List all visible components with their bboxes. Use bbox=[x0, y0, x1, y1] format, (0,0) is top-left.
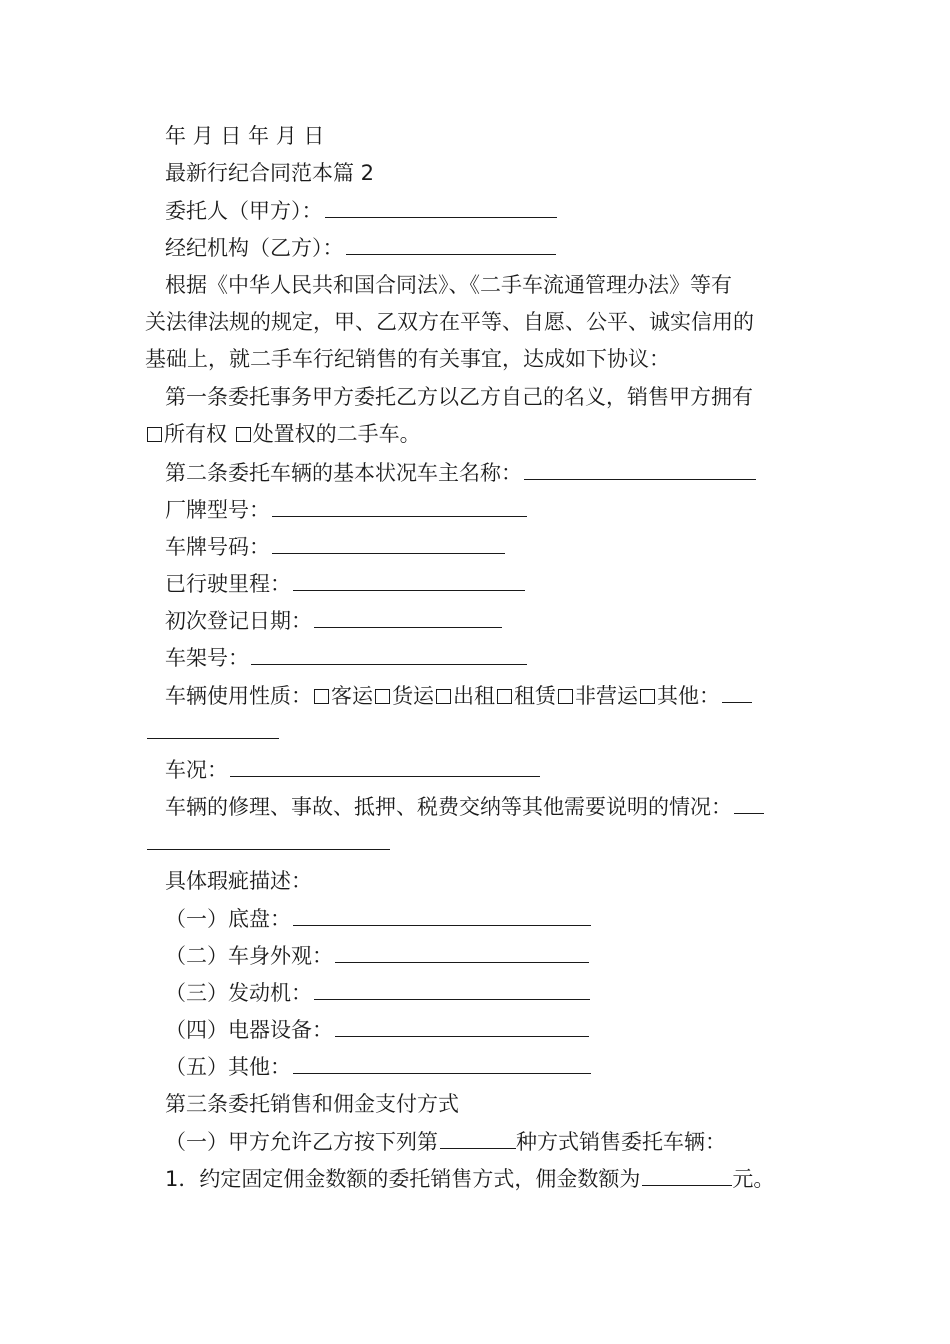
sale-method-blank bbox=[440, 1126, 516, 1149]
commission-line bbox=[165, 1163, 774, 1194]
plate-number-line bbox=[165, 531, 505, 562]
condition-label: 车况： bbox=[165, 758, 228, 782]
article-2-line bbox=[165, 457, 756, 488]
article-1-line-2 bbox=[145, 419, 421, 449]
first-registration-label: 初次登记日期： bbox=[165, 609, 312, 633]
condition-blank bbox=[230, 754, 540, 777]
vin-blank bbox=[251, 642, 527, 665]
owner-name-label: 第二条委托车辆的基本状况车主名称： bbox=[165, 461, 522, 485]
usage-other-blank bbox=[722, 680, 752, 703]
sale-method-label: （一）甲方允许乙方按下列第 bbox=[165, 1130, 438, 1154]
engine-blank bbox=[314, 977, 590, 1000]
preamble-line-3: 基础上，就二手车行纪销售的有关事宜，达成如下协议： bbox=[145, 347, 670, 371]
usage-passenger-checkbox bbox=[314, 689, 329, 704]
preamble-line-2: 关法律法规的规定，甲、乙双方在平等、自愿、公平、诚实信用的 bbox=[145, 310, 754, 334]
repairs-continuation bbox=[145, 827, 390, 858]
condition-line bbox=[165, 754, 540, 785]
usage-freight-label: 货运 bbox=[392, 684, 434, 708]
contract-title: 最新行纪合同范本篇 2 bbox=[165, 161, 375, 185]
body-blank bbox=[335, 940, 589, 963]
usage-line bbox=[165, 680, 752, 711]
date-row: 年 月 日 年 月 日 bbox=[165, 124, 325, 148]
article-3-item-1 bbox=[165, 1126, 726, 1157]
chassis-blank bbox=[293, 903, 591, 926]
article-3-heading: 第三条委托销售和佣金支付方式 bbox=[165, 1092, 459, 1116]
usage-other-label: 其他： bbox=[657, 684, 720, 708]
commission-unit: 元。 bbox=[732, 1167, 775, 1191]
principal-blank bbox=[325, 195, 557, 218]
repairs-label: 车辆的修理、事故、抵押、税费交纳等其他需要说明的情况： bbox=[165, 795, 732, 819]
electrical-label: （四）电器设备： bbox=[165, 1018, 333, 1042]
usage-taxi-label: 出租 bbox=[453, 684, 495, 708]
vin-line bbox=[165, 642, 527, 673]
mileage-label: 已行驶里程： bbox=[165, 572, 291, 596]
commission-label: 1．约定固定佣金数额的委托销售方式，佣金数额为 bbox=[165, 1167, 641, 1191]
engine-label: （三）发动机： bbox=[165, 981, 312, 1005]
other-blank bbox=[293, 1051, 591, 1074]
brand-model-label: 厂牌型号： bbox=[165, 498, 270, 522]
usage-nonoperating-checkbox bbox=[558, 689, 573, 704]
agency-blank bbox=[346, 232, 556, 255]
other-label: （五）其他： bbox=[165, 1055, 291, 1079]
principal-line bbox=[165, 195, 557, 226]
disposal-label: 处置权的二手车。 bbox=[252, 422, 421, 446]
repairs-line bbox=[165, 791, 764, 822]
usage-label: 车辆使用性质： bbox=[165, 684, 312, 708]
commission-blank bbox=[642, 1163, 732, 1186]
brand-model-line bbox=[165, 494, 527, 525]
usage-continuation-blank bbox=[147, 716, 279, 739]
chassis-label: （一）底盘： bbox=[165, 907, 291, 931]
plate-number-label: 车牌号码： bbox=[165, 535, 270, 559]
preamble-line-1: 根据《中华人民共和国合同法》、《二手车流通管理办法》等有 bbox=[165, 273, 732, 297]
electrical-line bbox=[165, 1014, 589, 1045]
brand-model-blank bbox=[272, 494, 527, 517]
other-line bbox=[165, 1051, 591, 1082]
usage-nonoperating-label: 非营运 bbox=[575, 684, 638, 708]
repairs-blank bbox=[734, 791, 764, 814]
usage-freight-checkbox bbox=[375, 689, 390, 704]
repairs-continuation-blank bbox=[147, 827, 390, 850]
disposal-checkbox bbox=[236, 427, 251, 442]
sale-method-suffix: 种方式销售委托车辆： bbox=[516, 1130, 726, 1154]
first-registration-blank bbox=[314, 605, 502, 628]
agency-line bbox=[165, 232, 556, 263]
body-label: （二）车身外观： bbox=[165, 944, 333, 968]
usage-other-checkbox bbox=[640, 689, 655, 704]
usage-lease-checkbox bbox=[497, 689, 512, 704]
owner-name-blank bbox=[524, 457, 756, 480]
chassis-line bbox=[165, 903, 591, 934]
ownership-label: 所有权 bbox=[164, 422, 227, 446]
usage-taxi-checkbox bbox=[436, 689, 451, 704]
usage-passenger-label: 客运 bbox=[331, 684, 373, 708]
plate-number-blank bbox=[272, 531, 505, 554]
principal-label: 委托人（甲方）： bbox=[165, 199, 323, 223]
first-registration-line bbox=[165, 605, 502, 636]
usage-lease-label: 租赁 bbox=[514, 684, 556, 708]
usage-continuation bbox=[145, 716, 279, 747]
mileage-line bbox=[165, 568, 525, 599]
engine-line bbox=[165, 977, 590, 1008]
agency-label: 经纪机构（乙方）： bbox=[165, 236, 344, 260]
defects-heading: 具体瑕疵描述： bbox=[165, 869, 312, 893]
vin-label: 车架号： bbox=[165, 646, 249, 670]
body-line bbox=[165, 940, 589, 971]
article-1-line-1: 第一条委托事务甲方委托乙方以乙方自己的名义，销售甲方拥有 bbox=[165, 385, 753, 409]
ownership-checkbox bbox=[147, 427, 162, 442]
mileage-blank bbox=[293, 568, 525, 591]
electrical-blank bbox=[335, 1014, 589, 1037]
